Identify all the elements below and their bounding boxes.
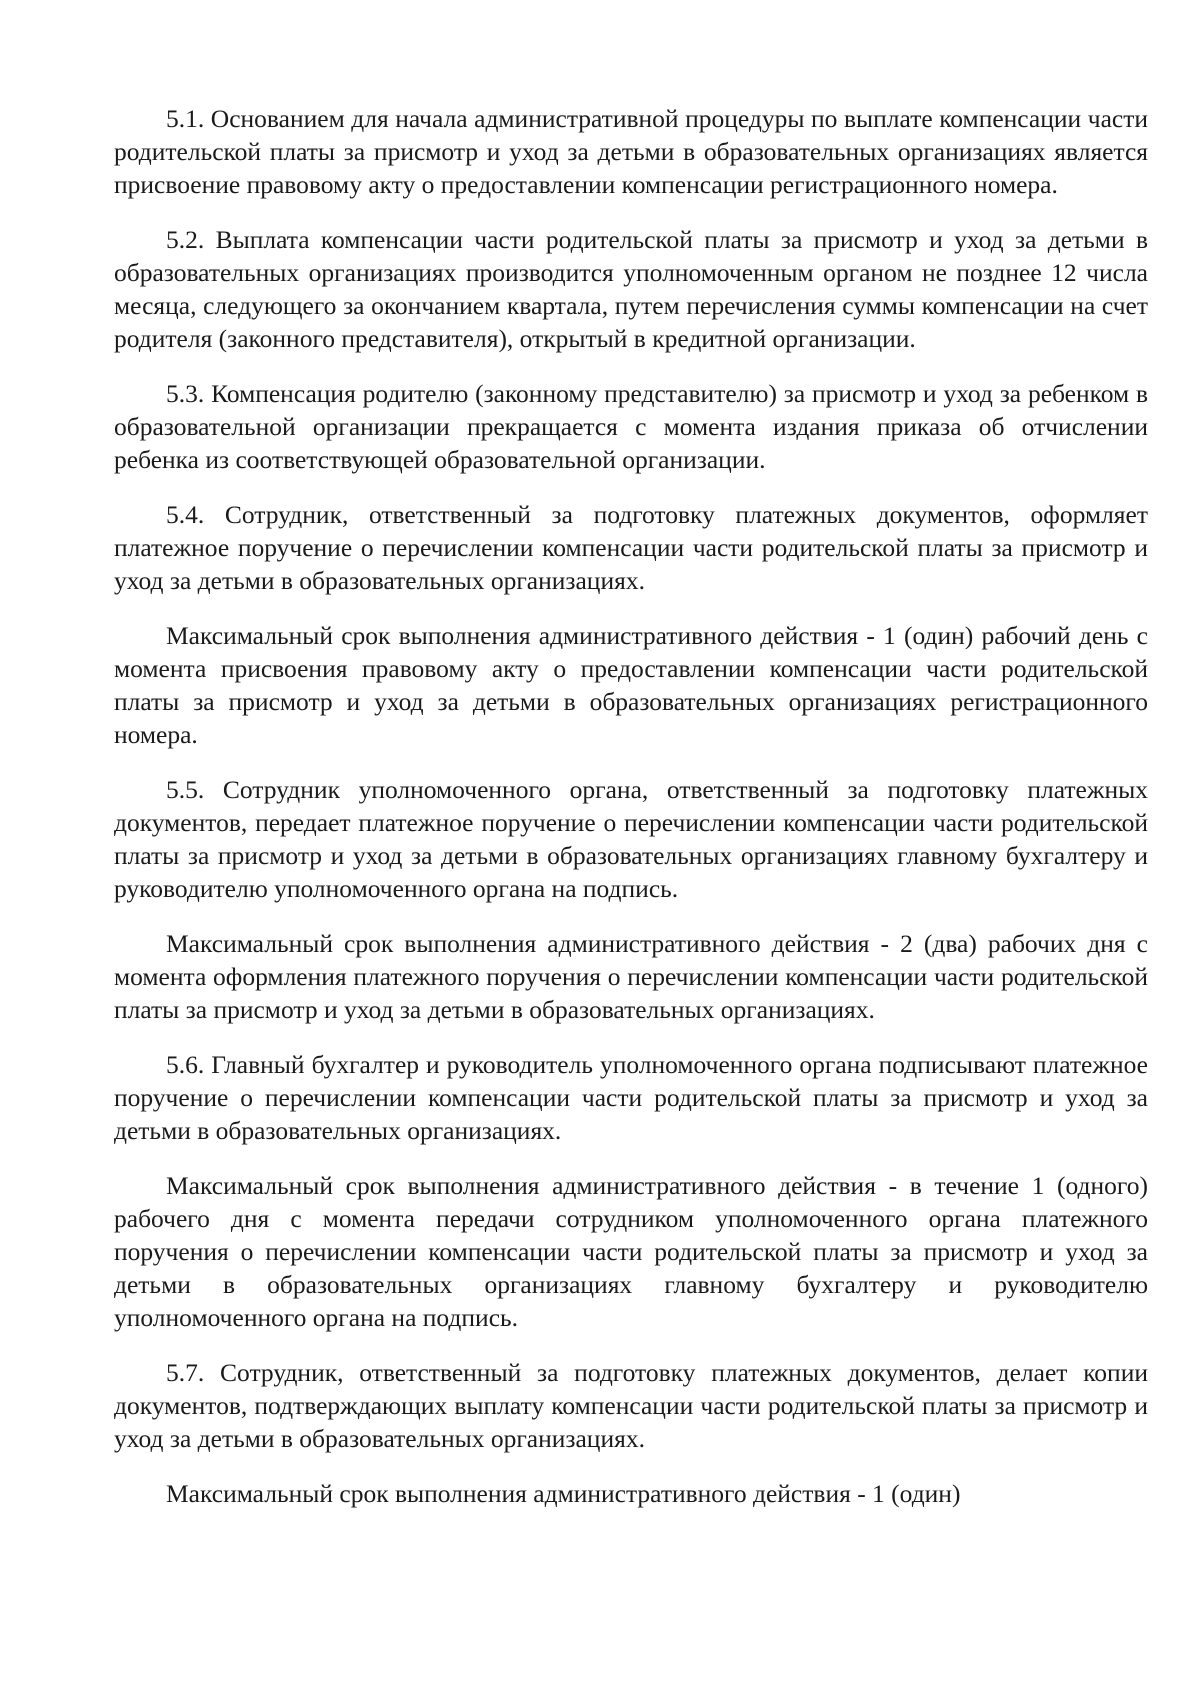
paragraph-5-7-deadline: Максимальный срок выполнения административного действия - 1 (один) (166, 1479, 961, 1508)
paragraph-5-6: 5.6. Главный бухгалтер и руководитель уполномоченного органа подписывают платежное поручение о перечислении компенсации части родительской платы за присмотр и уход за детьми в образовательных организациях. (114, 1050, 1148, 1145)
document-page (114, 102, 1148, 1510)
paragraph-5-2: 5.2. Выплата компенсации части родительской платы за присмотр и уход за детьми в образовательных организациях производится уполномоченным органом не позднее 12 числа месяца, следующего за окончанием квартала, путем перечисления суммы компенсации на счет родителя (законного представителя), открытый в кредитной организации. (114, 225, 1148, 353)
paragraph-5-1: 5.1. Основанием для начала административной процедуры по выплате компенсации части родительской платы за присмотр и уход за детьми в образовательных организациях является присвоение правовому акту о предоставлении компенсации регистрационного номера. (114, 104, 1148, 199)
paragraph-5-5: 5.5. Сотрудник уполномоченного органа, ответственный за подготовку платежных документов, передает платежное поручение о перечислении компенсации части родительской платы за присмотр и уход за детьми в образовательных организациях главному бухгалтеру и руководителю уполномоченного органа на подпись. (114, 775, 1148, 903)
paragraph-5-3: 5.3. Компенсация родителю (законному представителю) за присмотр и уход за ребенком в образовательной организации прекращается с момента издания приказа об отчислении ребенка из соответствующей образовательной организации. (114, 379, 1148, 474)
paragraph-5-5-deadline: Максимальный срок выполнения административного действия - 2 (два) рабочих дня с момента оформления платежного поручения о перечислении компенсации части родительской платы за присмотр и уход за детьми в образовательных организациях. (114, 929, 1148, 1024)
paragraph-5-4: 5.4. Сотрудник, ответственный за подготовку платежных документов, оформляет платежное поручение о перечислении компенсации части родительской платы за присмотр и уход за детьми в образовательных организациях. (114, 500, 1148, 595)
paragraph-5-4-deadline: Максимальный срок выполнения административного действия - 1 (один) рабочий день с момента присвоения правовому акту о предоставлении компенсации части родительской платы за присмотр и уход за детьми в образовательных организациях регистрационного номера. (114, 621, 1148, 749)
paragraph-5-7: 5.7. Сотрудник, ответственный за подготовку платежных документов, делает копии документов, подтверждающих выплату компенсации части родительской платы за присмотр и уход за детьми в образовательных организациях. (114, 1358, 1148, 1453)
paragraph-5-6-deadline: Максимальный срок выполнения административного действия - в течение 1 (одного) рабочего дня с момента передачи сотрудником уполномоченного органа платежного поручения о перечислении компенсации части родительской платы за присмотр и уход за детьми в образовательных организациях главному бухгалтеру и руководителю уполномоченного органа на подпись. (114, 1171, 1148, 1332)
